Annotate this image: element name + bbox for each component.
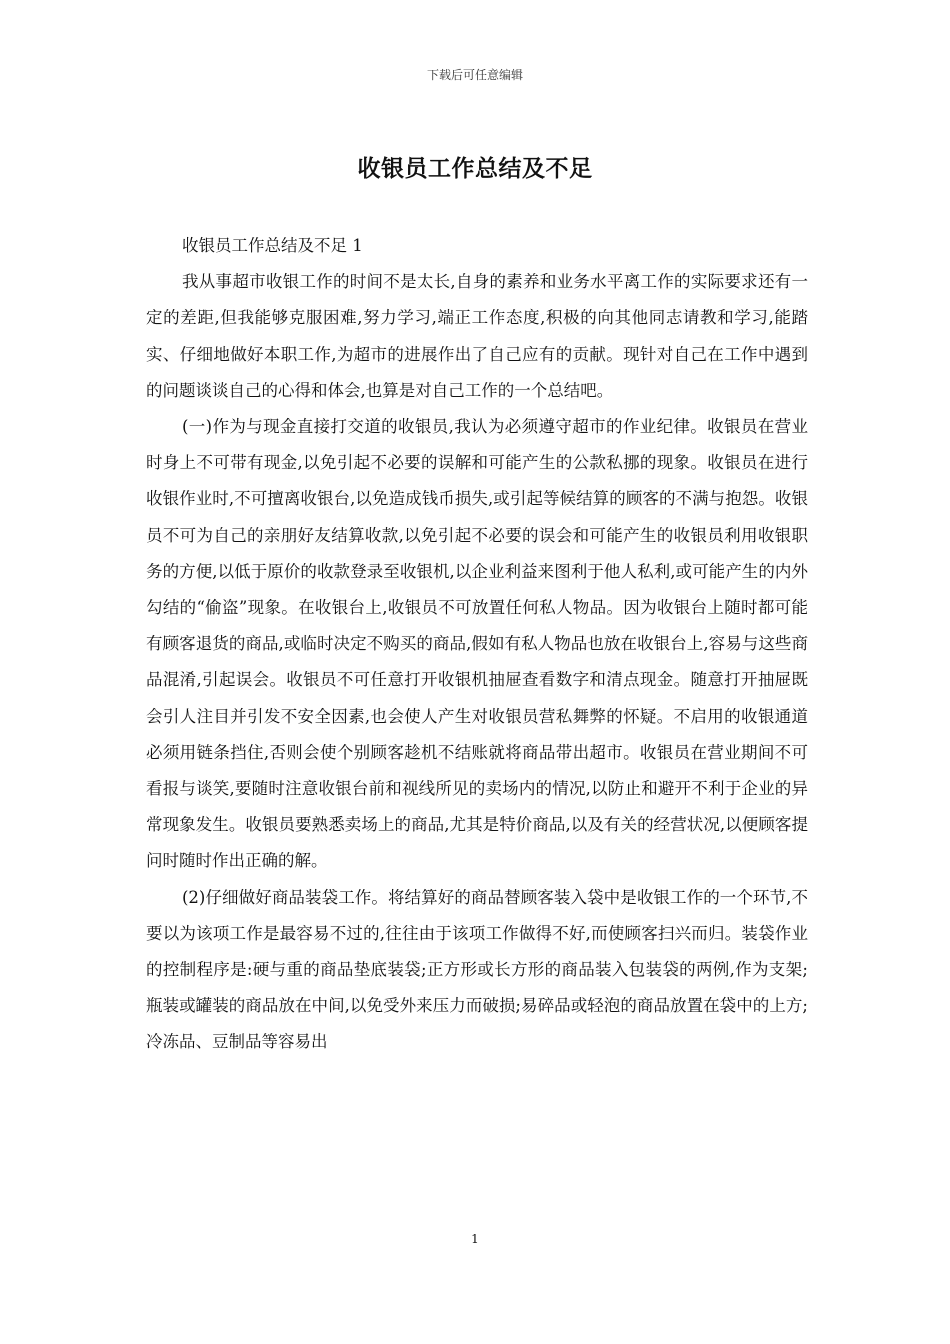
page-number: 1 xyxy=(471,1232,479,1246)
paragraph-section-2: (2)仔细做好商品装袋工作。将结算好的商品替顾客装入袋中是收银工作的一个环节,不要以为该项工作是最容易不过的,往往由于该项工作做得不好,而使顾客扫兴而归。装袋作业的控制程序是:硬与重的商品垫底装袋;正方形或长方形的商品装入包装袋的两例,作为支架;瓶装或罐装的商品放在中间,以免受外来压力而破损;易碎品或轻泡的商品放置在袋中的上方;冷冻品、豆制品等容易出 xyxy=(146,887,808,1052)
paragraph-section-1: (一)作为与现金直接打交道的收银员,我认为必须遵守超市的作业纪律。收银员在营业时身上不可带有现金,以免引起不必要的误解和可能产生的公款私挪的现象。收银员在进行收银作业时,不可擅离收银台,以免造成钱币损失,或引起等候结算的顾客的不满与抱怨。收银员不可为自己的亲朋好友结算收款,以免引起不必要的误会和可能产生的收银员利用收银职务的方便,以低于原价的收款登录至收银机,以企业利益来图利于他人私利,或可能产生的内外勾结的“偷盗”现象。在收银台上,收银员不可放置任何私人物品。因为收银台上随时都可能有顾客退货的商品,或临时决定不购买的商品,假如有私人物品也放在收银台上,容易与这些商品混淆,引起误会。收银员不可任意打开收银机抽屉查看数字和清点现金。随意打开抽屉既会引人注目并引发不安全因素,也会使人产生对收银员营私舞弊的怀疑。不启用的收银通道必须用链条挡住,否则会使个别顾客趁机不结账就将商品带出超市。收银员在营业期间不可看报与谈笑,要随时注意收银台前和视线所见的卖场内的情况,以防止和避开不利于企业的异常现象发生。收银员要熟悉卖场上的商品,尤其是特价商品,以及有关的经营状况,以便顾客提问时随时作出正确的解。 xyxy=(146,417,808,871)
document-body xyxy=(146,228,808,1061)
paragraph-subtitle: 收银员工作总结及不足 1 xyxy=(182,236,363,255)
page-header-note: 下载后可任意编辑 xyxy=(426,68,523,82)
paragraph-intro: 我从事超市收银工作的时间不是太长,自身的素养和业务水平离工作的实际要求还有一定的差距,但我能够克服困难,努力学习,端正工作态度,积极的向其他同志请教和学习,能踏实、仔细地做好本职工作,为超市的进展作出了自己应有的贡献。现针对自己在工作中遇到的问题谈谈自己的心得和体会,也算是对自己工作的一个总结吧。 xyxy=(146,272,808,400)
document-title: 收银员工作总结及不足 xyxy=(357,155,593,182)
